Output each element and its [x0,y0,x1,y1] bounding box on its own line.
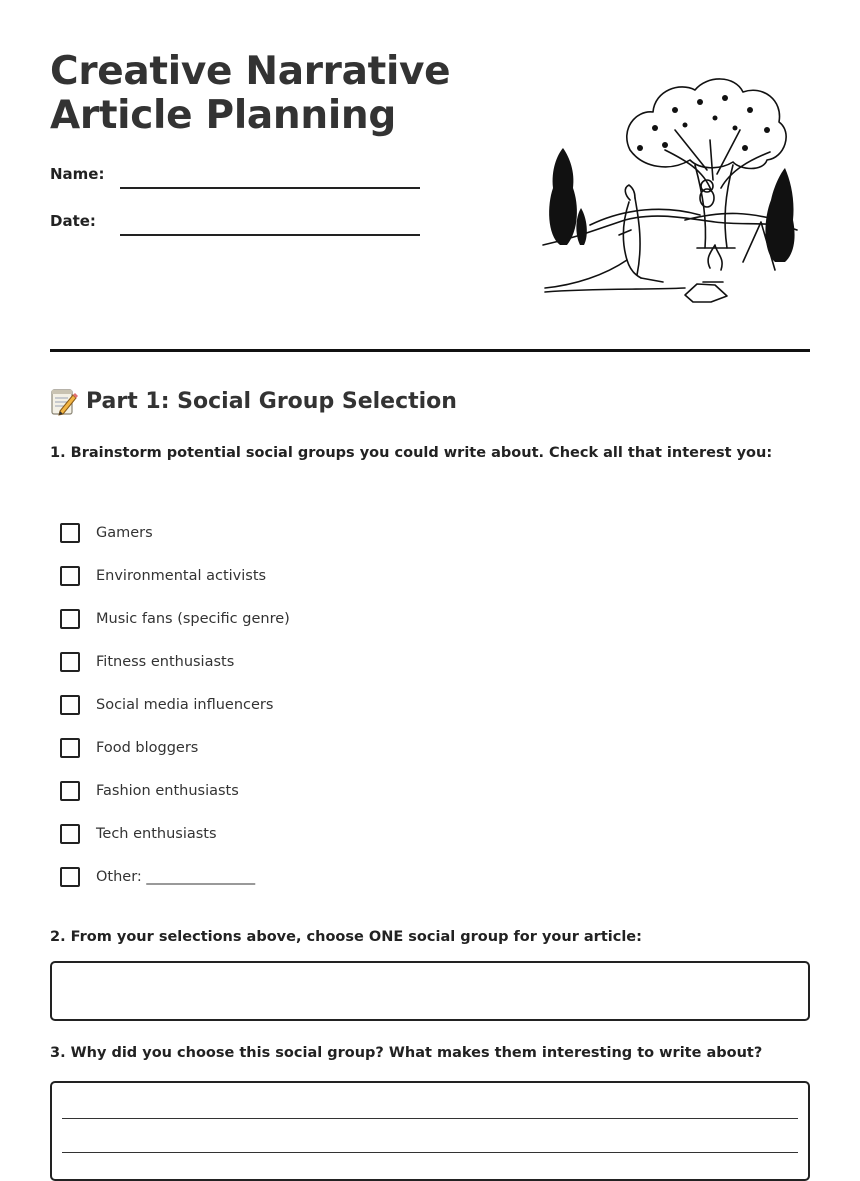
checkbox-label: Tech enthusiasts [96,825,217,842]
list-item[interactable] [60,726,290,769]
memo-pencil-icon [50,386,78,416]
list-item[interactable] [60,640,290,683]
checkbox[interactable] [60,824,80,844]
question-2: 2. From your selections above, choose ONE social group for your article: [50,929,642,945]
checkbox[interactable] [60,523,80,543]
checkbox-label: Music fans (specific genre) [96,610,290,627]
checkbox-label: Fashion enthusiasts [96,782,239,799]
checkbox-label: Social media influencers [96,696,274,713]
answer-line [62,1118,798,1119]
name-label: Name: [50,165,105,183]
list-item[interactable] [60,812,290,855]
section-divider [50,349,810,352]
list-item[interactable] [60,554,290,597]
list-item[interactable] [60,597,290,640]
checkbox[interactable] [60,781,80,801]
checkbox-label: Fitness enthusiasts [96,653,235,670]
checkbox[interactable] [60,609,80,629]
tree-kangaroo-illustration [535,70,805,315]
title-line-1: Creative Narrative [50,49,451,94]
checkbox-label: Gamers [96,524,153,541]
reason-answer-box[interactable] [50,1081,810,1181]
question-3: 3. Why did you choose this social group? What makes them interesting to write about? [50,1045,763,1061]
date-field[interactable] [120,234,420,236]
checkbox[interactable] [60,652,80,672]
title-line-2: Article Planning [50,93,396,138]
checkbox-label: Other: _______________ [96,868,256,885]
name-field[interactable] [120,187,420,189]
checkbox[interactable] [60,867,80,887]
answer-line [62,1152,798,1153]
part1-heading-text: Part 1: Social Group Selection [86,388,457,414]
list-item[interactable] [60,855,290,898]
checkbox[interactable] [60,566,80,586]
list-item[interactable] [60,511,290,554]
question-1: 1. Brainstorm potential social groups you could write about. Check all that interest you: [50,445,773,461]
social-group-checklist [60,511,290,898]
list-item[interactable] [60,683,290,726]
page-title [50,50,450,138]
checkbox-label: Environmental activists [96,567,267,584]
checkbox[interactable] [60,738,80,758]
chosen-group-answer-box[interactable] [50,961,810,1021]
date-label: Date: [50,212,96,230]
checkbox[interactable] [60,695,80,715]
part1-heading [50,386,457,416]
checkbox-label: Food bloggers [96,739,199,756]
list-item[interactable] [60,769,290,812]
